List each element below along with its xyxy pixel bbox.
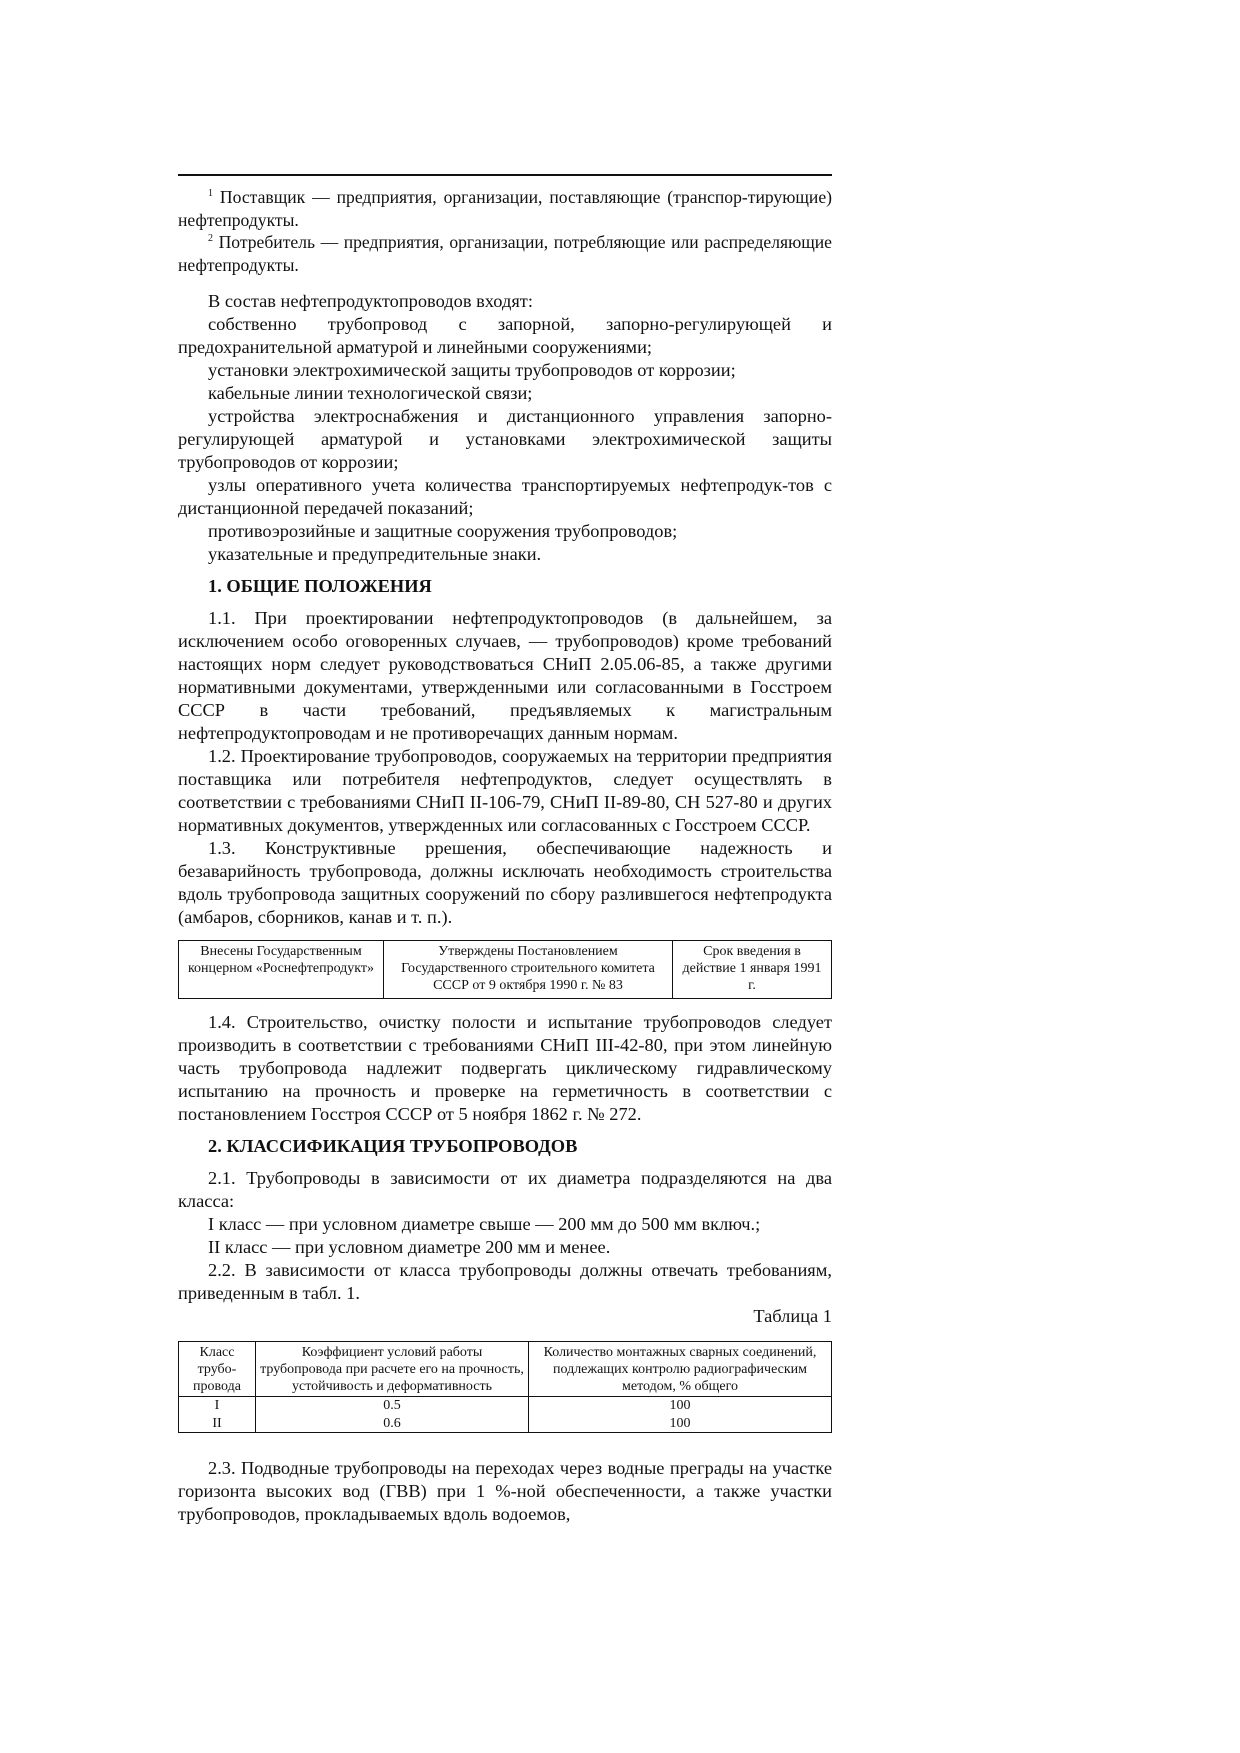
intro-line: узлы оперативного учета количества транспортируемых нефтепродук-тов с дистанционной передачей показаний; — [178, 475, 832, 518]
cell-class: I — [179, 1397, 256, 1415]
intro-line: В состав нефтепродуктопроводов входят: — [208, 291, 533, 311]
paragraph-1-1: 1.1. При проектировании нефтепродуктопроводов (в дальнейшем, за исключением особо оговоренных случаев, — трубопроводов) кроме требований настоящих норм следует руководствоваться СНиП 2.05.06-85, а также другими нормативными документами, утвержденными или согласованными в Госстроем СССР в части требований, предъявляемых к магистральным нефтепродуктопроводам и не противоречащих данным нормам. — [178, 608, 832, 743]
footnote-2: $^2$ Потребитель — предприятия, организации, потребляющие или распределяющие нефтепродукты. — [178, 232, 832, 275]
cell-weld-percent: 100 — [529, 1397, 832, 1415]
paragraph-1-4: 1.4. Строительство, очистку полости и испытание трубопроводов следует производить в соответствии с требованиями СНиП III-42-80, при этом линейную часть трубопровода надлежит подвергать циклическому гидравлическому испытанию на прочность и проверке на герметичность в соответствии с постановлением Госстроя СССР от 5 ноября 1862 г. № 272. — [178, 1012, 832, 1124]
cell-class: II — [179, 1415, 256, 1433]
header-class: Класс трубо-провода — [179, 1342, 256, 1397]
page-content — [178, 186, 832, 1526]
intro-line: кабельные линии технологической связи; — [208, 383, 533, 403]
cell-coefficient: 0.6 — [256, 1415, 529, 1433]
intro-list — [178, 290, 832, 566]
class-1-definition: I класс — при условном диаметре свыше — 200 мм до 500 мм включ.; — [208, 1214, 761, 1234]
cell-weld-percent: 100 — [529, 1415, 832, 1433]
info-cell-effective-date: Срок введения в действие 1 января 1991 г. — [673, 941, 832, 999]
paragraph-2-3: 2.3. Подводные трубопроводы на переходах через водные преграды на участке горизонта высоких вод (ГВВ) при 1 %-ной обеспеченности, а также участки трубопроводов, прокладываемых вдоль водоемов, — [178, 1458, 832, 1524]
intro-line: установки электрохимической защиты трубопроводов от коррозии; — [208, 360, 736, 380]
intro-line: устройства электроснабжения и дистанционного управления запорно-регулирующей арматурой и установками электрохимической защиты трубопроводов от коррозии; — [178, 406, 832, 472]
approval-info-table — [178, 940, 832, 999]
info-cell-submitted: Внесены Государственным концерном «Роснефтепродукт» — [179, 941, 384, 999]
footnote-separator — [178, 174, 832, 176]
intro-line: указательные и предупредительные знаки. — [208, 544, 542, 564]
section-1-heading: 1. ОБЩИЕ ПОЛОЖЕНИЯ — [208, 576, 432, 596]
table-caption: Таблица 1 — [753, 1306, 832, 1326]
paragraph-1-2: 1.2. Проектирование трубопроводов, сооружаемых на территории предприятия поставщика или потребителя нефтепродуктов, следует осуществлять в соответствии с требованиями СНиП II-106-79, СНиП II-89-80, СН 527-80 и других нормативных документов, утвержденных или согласованных с Госстроем СССР. — [178, 746, 832, 835]
table-row — [179, 1415, 832, 1433]
paragraph-2-1: 2.1. Трубопроводы в зависимости от их диаметра подразделяются на два класса: — [178, 1168, 832, 1211]
footnotes — [178, 186, 832, 276]
intro-line: противоэрозийные и защитные сооружения трубопроводов; — [208, 521, 678, 541]
paragraph-1-3: 1.3. Конструктивные ррешения, обеспечивающие надежность и безаварийность трубопровода, должны исключать необходимость строительства вдоль трубопровода защитных сооружений по сбору разлившегося нефтепродукта (амбаров, сборников, канав и т. п.). — [178, 838, 832, 927]
info-cell-approved: Утверждены Постановлением Государственного строительного комитета СССР от 9 октября 1990 г. № 83 — [384, 941, 673, 999]
paragraph-2-2: 2.2. В зависимости от класса трубопроводы должны отвечать требованиям, приведенным в табл. 1. — [178, 1260, 832, 1303]
section-2-heading: 2. КЛАССИФИКАЦИЯ ТРУБОПРОВОДОВ — [208, 1136, 578, 1156]
table-header-row — [179, 1342, 832, 1397]
intro-line: собственно трубопровод с запорной, запорно-регулирующей и предохранительной арматурой и линейными сооружениями; — [178, 314, 832, 357]
cell-coefficient: 0.5 — [256, 1397, 529, 1415]
class-2-definition: II класс — при условном диаметре 200 мм и менее. — [208, 1237, 611, 1257]
pipeline-class-table — [178, 1341, 832, 1433]
header-weld-count: Количество монтажных сварных соединений, подлежащих контролю радиографическим методом, % общего — [529, 1342, 832, 1397]
table-row — [179, 1397, 832, 1415]
footnote-1: $^1$ Поставщик — предприятия, организации, поставляющие (транспор-тирующие) нефтепродукты. — [178, 187, 832, 230]
header-coefficient: Коэффициент условий работы трубопровода при расчете его на прочность, устойчивость и деформативность — [256, 1342, 529, 1397]
